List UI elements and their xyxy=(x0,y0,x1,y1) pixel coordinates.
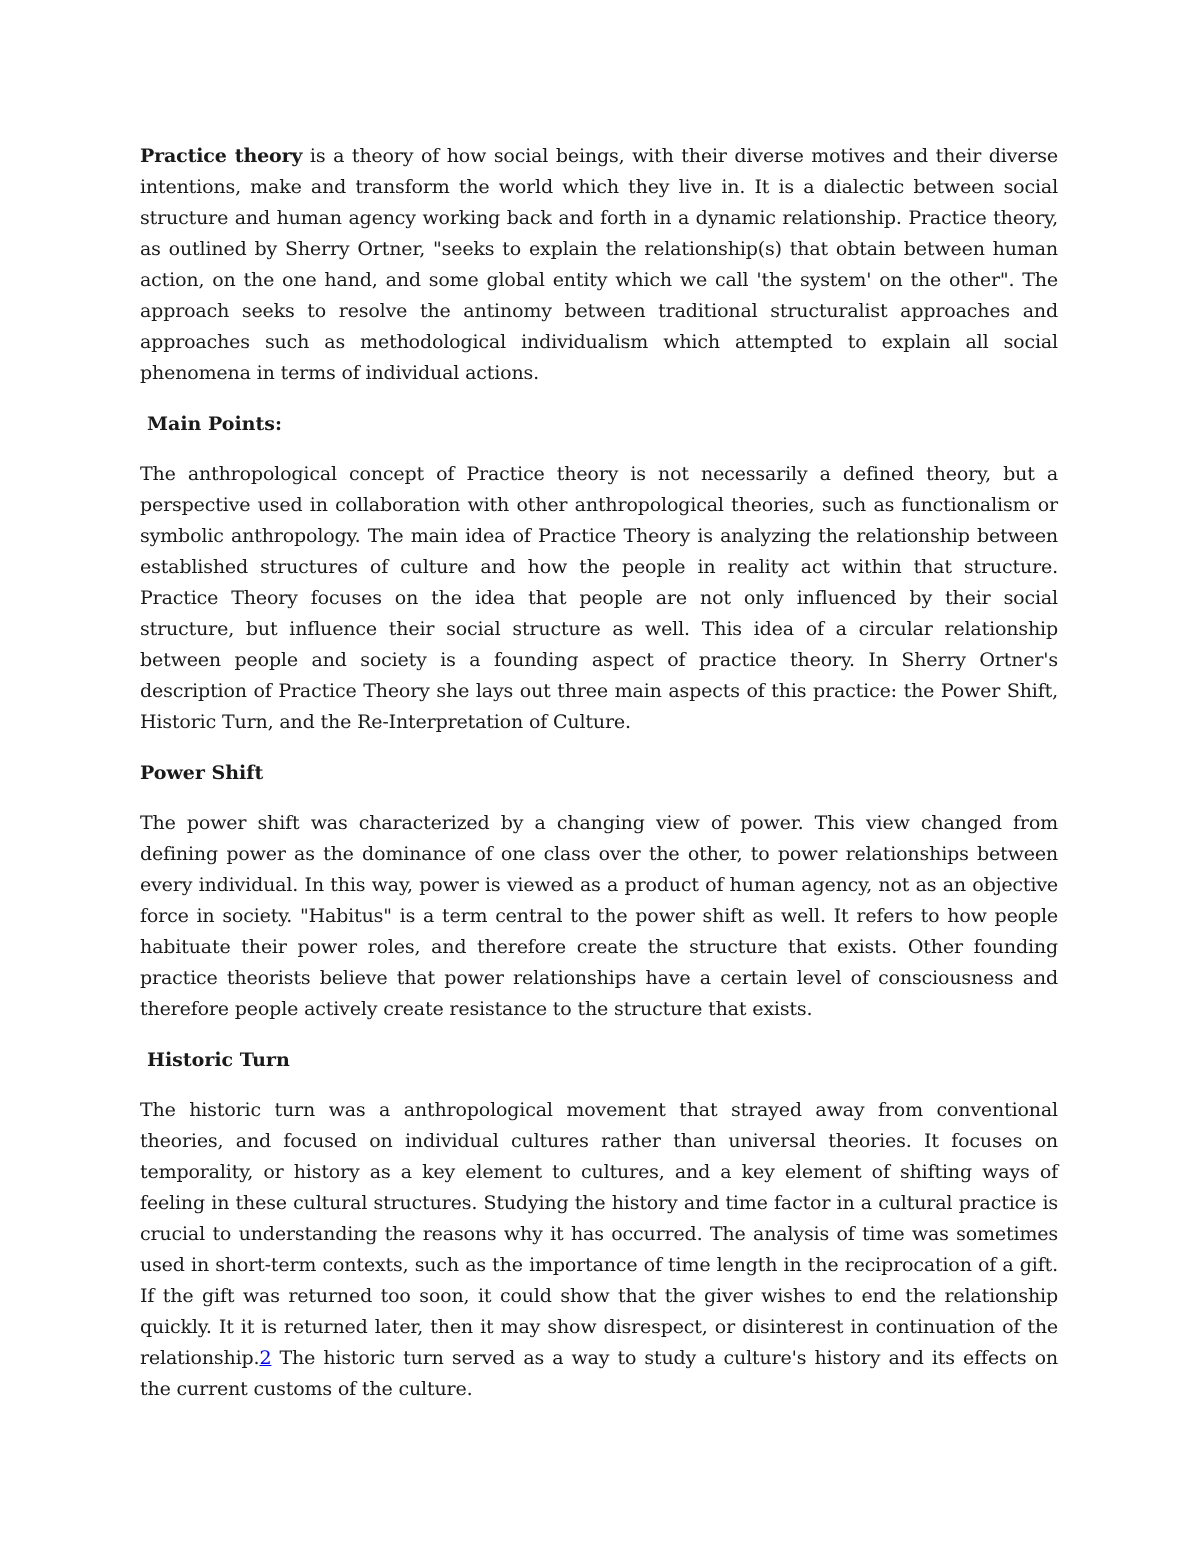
intro-text: is a theory of how social beings, with their diverse motives and their diverse intentions, make and transform the world which they live in. It is a dialectic between social structure and human agency working back and forth in a dynamic relationship. Practice theory, as outlined by Sherry Ortner, "seeks to explain the relationship(s) that obtain between human action, on the one hand, and some global entity which we call 'the system' on the other". The approach seeks to resolve the antinomy between traditional structuralist approaches and approaches such as methodological individualism which attempted to explain all social phenomena in terms of individual actions. xyxy=(140,145,1058,384)
main-points-paragraph: The anthropological concept of Practice theory is not necessarily a defined theory, but a perspective used in collaboration with other anthropological theories, such as functionalism or symbolic anthropology. The main idea of Practice Theory is analyzing the relationship between established structures of culture and how the people in reality act within that structure. Practice Theory focuses on the idea that people are not only influenced by their social structure, but influence their social structure as well. This idea of a circular relationship between people and society is a founding aspect of practice theory. In Sherry Ortner's description of Practice Theory she lays out three main aspects of this practice: the Power Shift, Historic Turn, and the Re-Interpretation of Culture. xyxy=(140,463,1058,733)
intro-term: Practice theory xyxy=(140,145,303,167)
historic-turn-paragraph xyxy=(140,1095,1058,1405)
historic-turn-text-continued: The historic turn served as a way to study a culture's history and its effects on the current customs of the culture. xyxy=(140,1347,1058,1400)
power-shift-heading: Power Shift xyxy=(140,762,264,784)
main-points-heading: Main Points: xyxy=(147,413,282,435)
historic-turn-text: The historic turn was a anthropological movement that strayed away from conventional theories, and focused on individual cultures rather than universal theories. It focuses on temporality, or history as a key element to cultures, and a key element of shifting ways of feeling in these cultural structures. Studying the history and time factor in a cultural practice is crucial to understanding the reasons why it has occurred. The analysis of time was sometimes used in short-term contexts, such as the importance of time length in the reciprocation of a gift. If the gift was returned too soon, it could show that the giver wishes to end the relationship quickly. It it is returned later, then it may show disrespect, or disinterest in continuation of the relationship. xyxy=(140,1099,1058,1369)
power-shift-paragraph: The power shift was characterized by a changing view of power. This view changed from defining power as the dominance of one class over the other, to power relationships between every individual. In this way, power is viewed as a product of human agency, not as an objective force in society. "Habitus" is a term central to the power shift as well. It refers to how people habituate their power roles, and therefore create the structure that exists. Other founding practice theorists believe that power relationships have a certain level of consciousness and therefore people actively create resistance to the structure that exists. xyxy=(140,812,1058,1020)
historic-turn-heading: Historic Turn xyxy=(147,1049,290,1071)
document-page xyxy=(140,141,1058,1405)
footnote-link[interactable]: 2 xyxy=(259,1347,272,1369)
intro-paragraph xyxy=(140,141,1058,389)
